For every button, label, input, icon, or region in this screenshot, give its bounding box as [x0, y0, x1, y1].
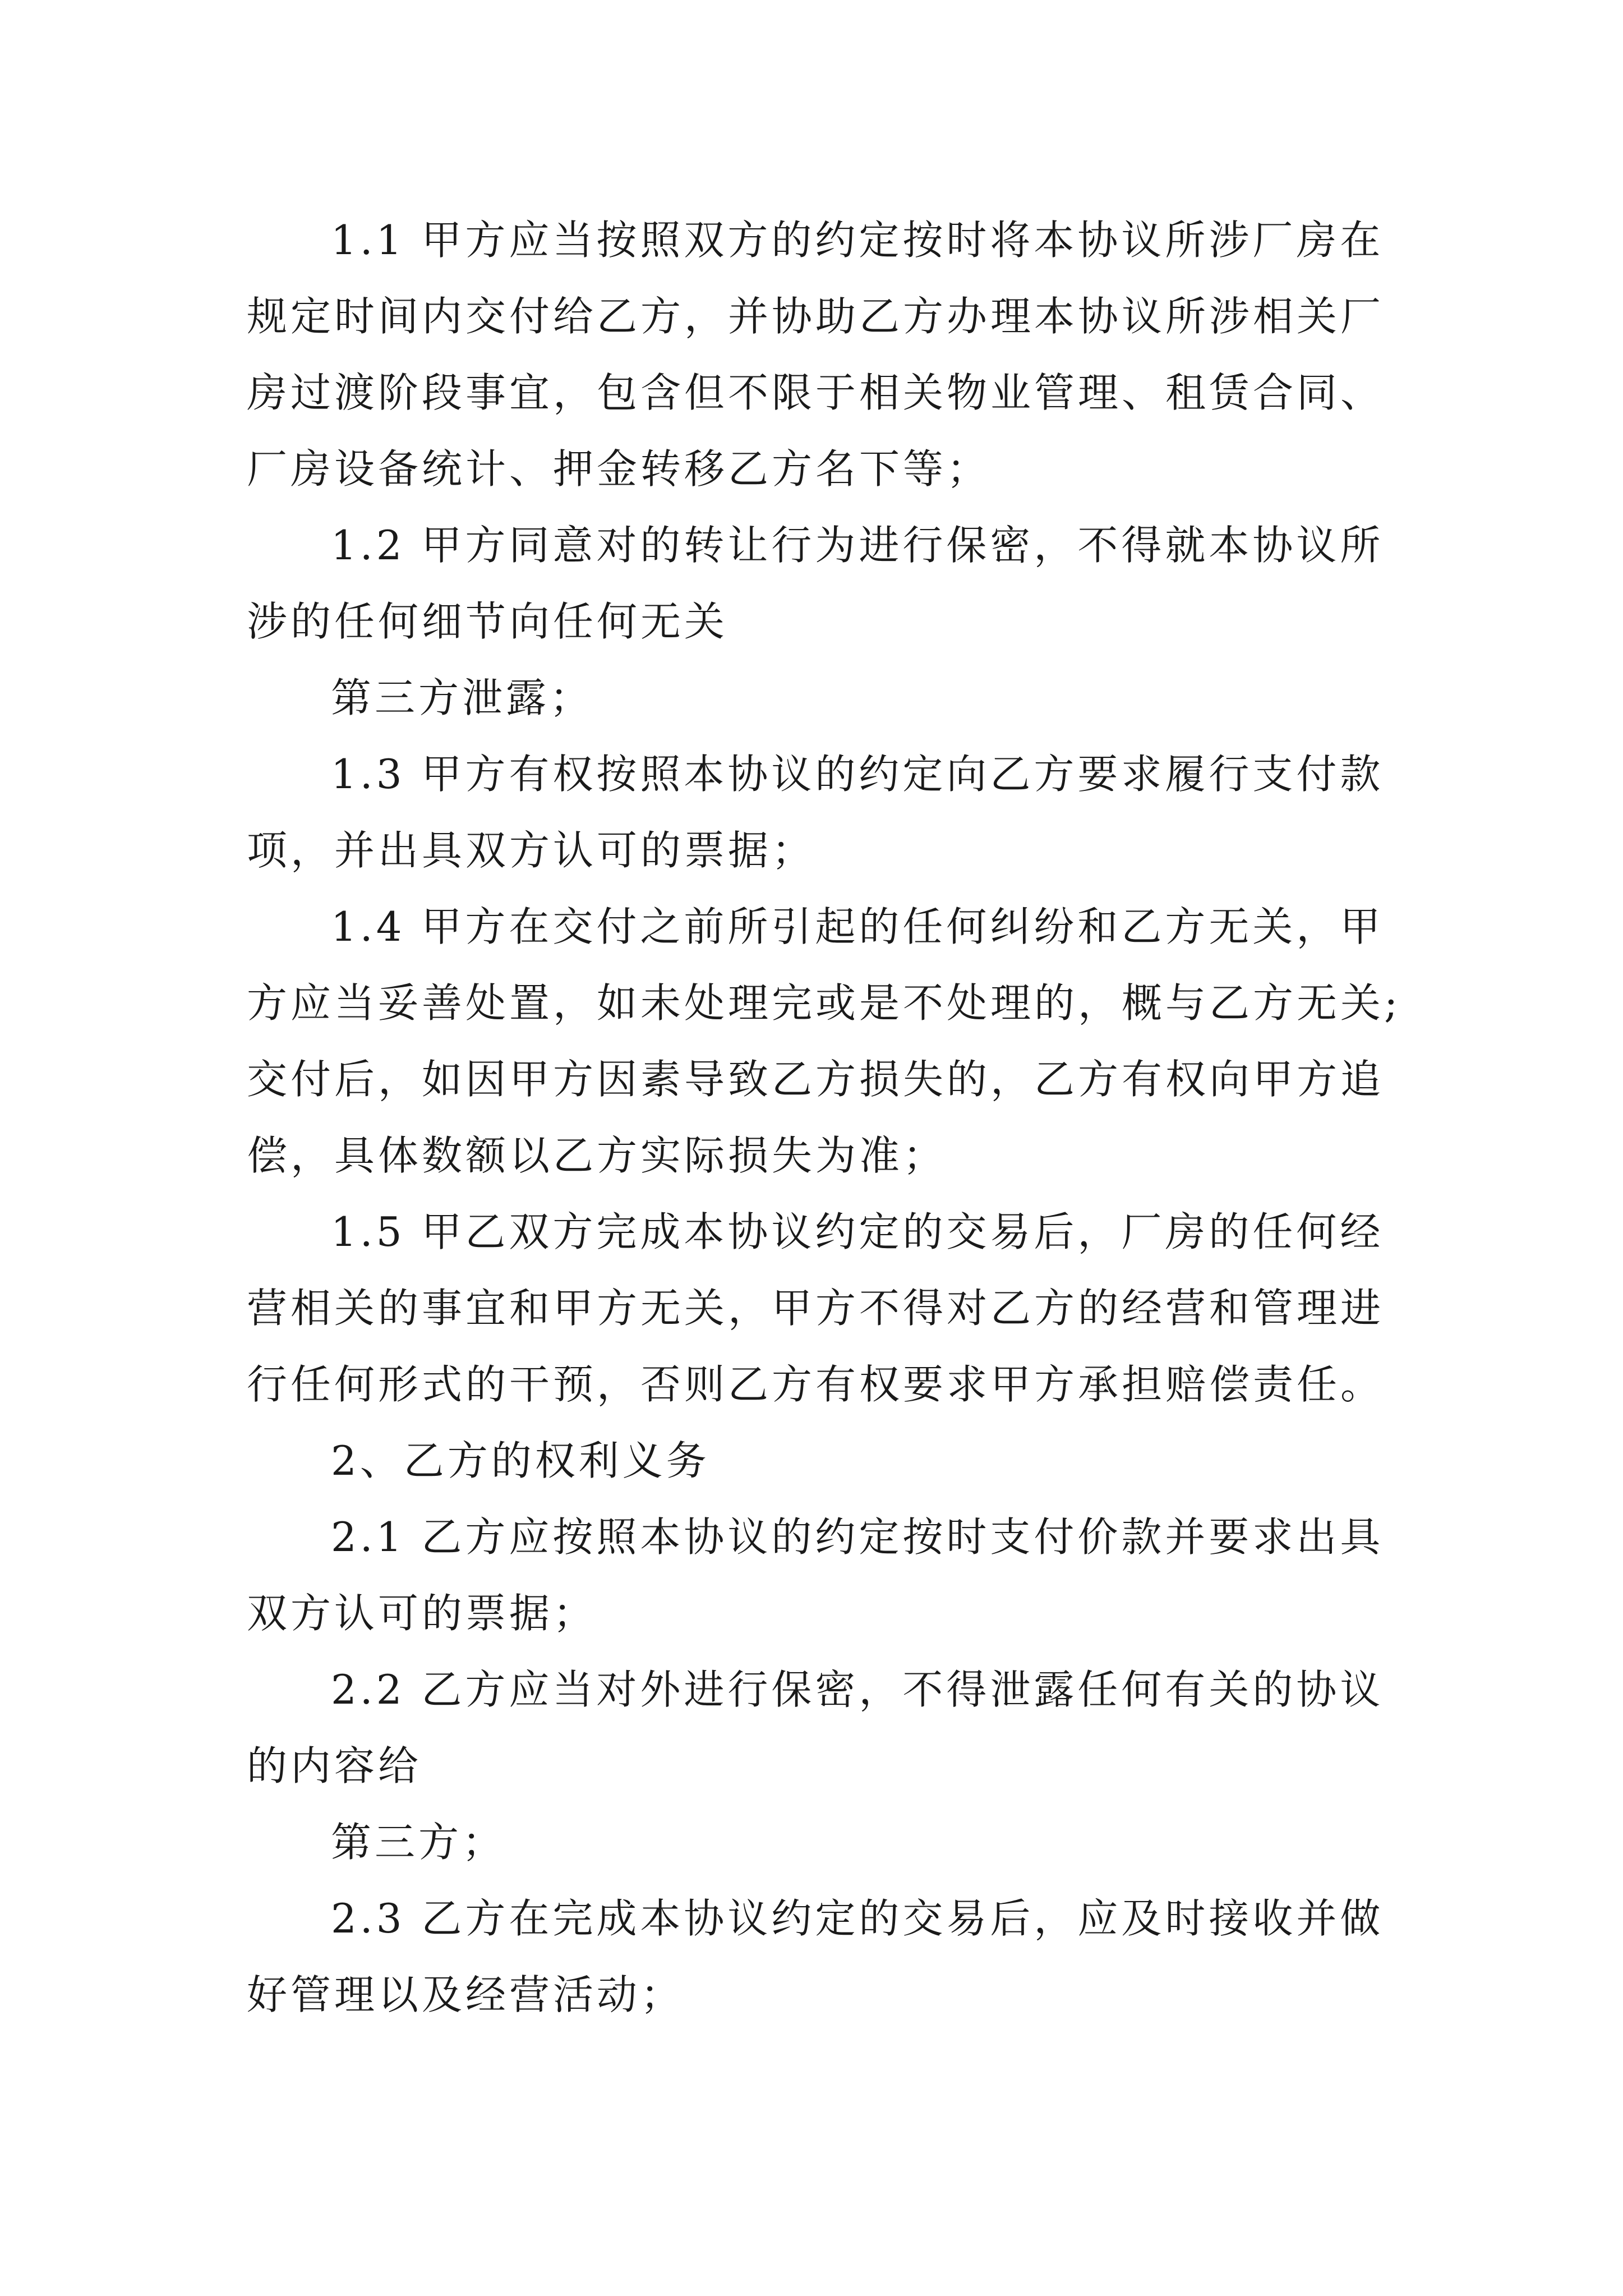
text-line: 项，并出具双方认可的票据；	[247, 827, 816, 874]
text-line: 1.4 甲方在交付之前所引起的任何纠纷和乙方无关，甲	[331, 903, 1384, 950]
text-line: 1.5 甲乙双方完成本协议约定的交易后，厂房的任何经	[331, 1208, 1384, 1255]
text-line: 1.1 甲方应当按照双方的约定按时将本协议所涉厂房在	[331, 217, 1384, 264]
text-line: 偿，具体数额以乙方实际损失为准；	[247, 1132, 947, 1179]
section-heading: 2、乙方的权利义务	[331, 1437, 710, 1484]
text-line: 交付后，如因甲方因素导致乙方损失的，乙方有权向甲方追	[247, 1056, 1385, 1103]
text-line: 规定时间内交付给乙方，并协助乙方办理本协议所涉相关厂	[247, 293, 1385, 340]
text-line: 2.2 乙方应当对外进行保密，不得泄露任何有关的协议	[331, 1666, 1384, 1713]
text-line: 1.2 甲方同意对的转让行为进行保密，不得就本协议所	[331, 522, 1384, 569]
text-line: 双方认可的票据；	[247, 1590, 597, 1637]
text-line: 好管理以及经营活动；	[247, 1971, 685, 2018]
text-line: 房过渡阶段事宜，包含但不限于相关物业管理、租赁合同、	[247, 369, 1385, 416]
text-line: 的内容给	[247, 1742, 422, 1789]
text-line: 第三方；	[331, 1819, 506, 1866]
text-line: 营相关的事宜和甲方无关，甲方不得对乙方的经营和管理进	[247, 1285, 1385, 1332]
text-line: 1.3 甲方有权按照本协议的约定向乙方要求履行支付款	[331, 751, 1384, 798]
text-line: 厂房设备统计、押金转移乙方名下等；	[247, 445, 991, 493]
text-line: 2.3 乙方在完成本协议约定的交易后，应及时接收并做	[331, 1895, 1384, 1942]
text-line: 方应当妥善处置，如未处理完或是不处理的，概与乙方无关;	[247, 979, 1401, 1027]
text-line: 2.1 乙方应按照本协议的约定按时支付价款并要求出具	[331, 1513, 1384, 1561]
text-line: 行任何形式的干预，否则乙方有权要求甲方承担赔偿责任。	[247, 1361, 1385, 1408]
document-body	[247, 202, 1401, 2033]
text-line: 第三方泄露；	[331, 674, 594, 721]
text-line: 涉的任何细节向任何无关	[247, 598, 728, 645]
